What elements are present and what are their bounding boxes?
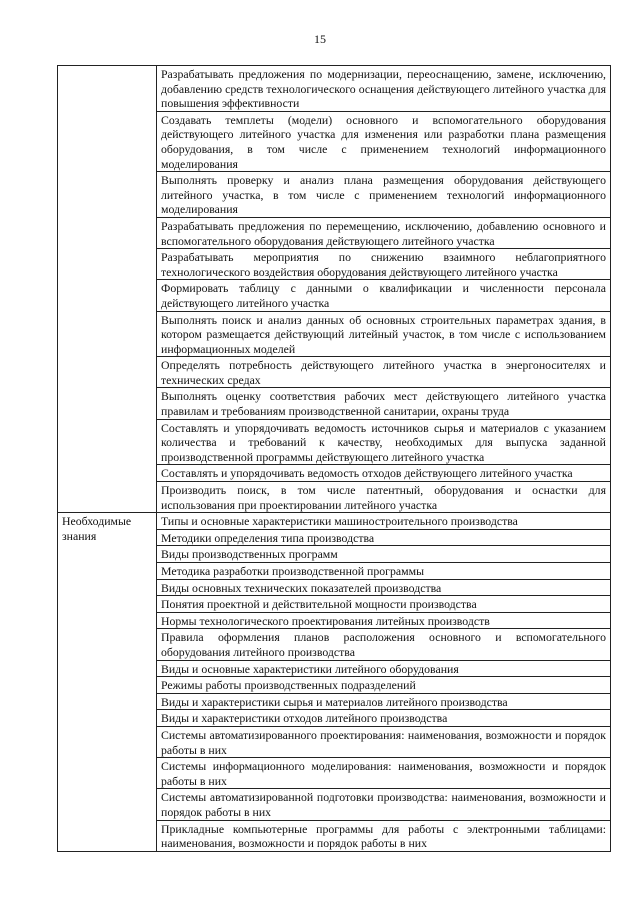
requirement-text: Методики определения типа производства [157, 529, 611, 546]
requirement-text: Нормы технологического проектирования литейных производств [157, 612, 611, 629]
requirement-text: Понятия проектной и действительной мощности производства [157, 596, 611, 613]
requirement-text: Виды и характеристики отходов литейного производства [157, 710, 611, 727]
requirement-text: Выполнять оценку соответствия рабочих мест действующего литейного участка правилам и требованиям производственной санитарии, охраны труда [157, 388, 611, 419]
section-label [58, 66, 157, 513]
section-label: Необходимые знания [58, 513, 157, 851]
requirement-text: Виды и характеристики сырья и материалов литейного производства [157, 693, 611, 710]
competency-table [57, 65, 611, 852]
requirement-text: Прикладные компьютерные программы для работы с электронными таблицами: наименования, возможности и порядок работы в них [157, 820, 611, 851]
table-row [58, 66, 611, 112]
requirement-text: Системы автоматизированной подготовки производства: наименования, возможности и порядок работы в них [157, 789, 611, 820]
requirement-text: Производить поиск, в том числе патентный, оборудования и оснастки для использования при проектировании литейного участка [157, 482, 611, 513]
page-number: 15 [314, 32, 326, 46]
requirement-text: Выполнять поиск и анализ данных об основных строительных параметрах здания, в котором размещается действующий литейный участок, в том числе с использованием информационных моделей [157, 311, 611, 357]
requirement-text: Выполнять проверку и анализ плана размещения оборудования действующего литейного участка, в том числе с применением технологий информационного моделирования [157, 172, 611, 218]
requirement-text: Методика разработки производственной программы [157, 563, 611, 580]
requirement-text: Составлять и упорядочивать ведомость отходов действующего литейного участка [157, 465, 611, 482]
requirement-text: Разрабатывать предложения по перемещению, исключению, добавлению основного и вспомогательного оборудования действующего литейного участка [157, 217, 611, 248]
requirement-text: Правила оформления планов расположения основного и вспомогательного оборудования литейного производства [157, 629, 611, 660]
requirement-text: Виды и основные характеристики литейного оборудования [157, 660, 611, 677]
requirement-text: Разрабатывать предложения по модернизации, переоснащению, замене, исключению, добавлению средств технологического оснащения действующего литейного участка для повышения эффективности [157, 66, 611, 112]
requirement-text: Формировать таблицу с данными о квалификации и численности персонала действующего литейного участка [157, 280, 611, 311]
requirement-text: Системы автоматизированного проектирования: наименования, возможности и порядок работы в них [157, 726, 611, 757]
requirement-text: Виды производственных программ [157, 546, 611, 563]
requirement-text: Системы информационного моделирования: наименования, возможности и порядок работы в них [157, 758, 611, 789]
requirement-text: Виды основных технических показателей производства [157, 579, 611, 596]
requirement-text: Разрабатывать мероприятия по снижению взаимного неблагоприятного технологического воздействия оборудования действующего литейного участка [157, 249, 611, 280]
requirement-text: Режимы работы производственных подразделений [157, 677, 611, 694]
competency-table-body [58, 66, 611, 852]
requirement-text: Составлять и упорядочивать ведомость источников сырья и материалов с указанием количества и требований к качеству, необходимых для выпуска заданной производственной программы действующего литейного участка [157, 419, 611, 465]
table-row [58, 513, 611, 530]
requirement-text: Определять потребность действующего литейного участка в энергоносителях и технических средах [157, 357, 611, 388]
requirement-text: Создавать темплеты (модели) основного и вспомогательного оборудования действующего литейного участка для изменения или разработки плана размещения оборудования, в том числе с применением технологий информационного моделирования [157, 111, 611, 171]
requirement-text: Типы и основные характеристики машиностроительного производства [157, 513, 611, 530]
